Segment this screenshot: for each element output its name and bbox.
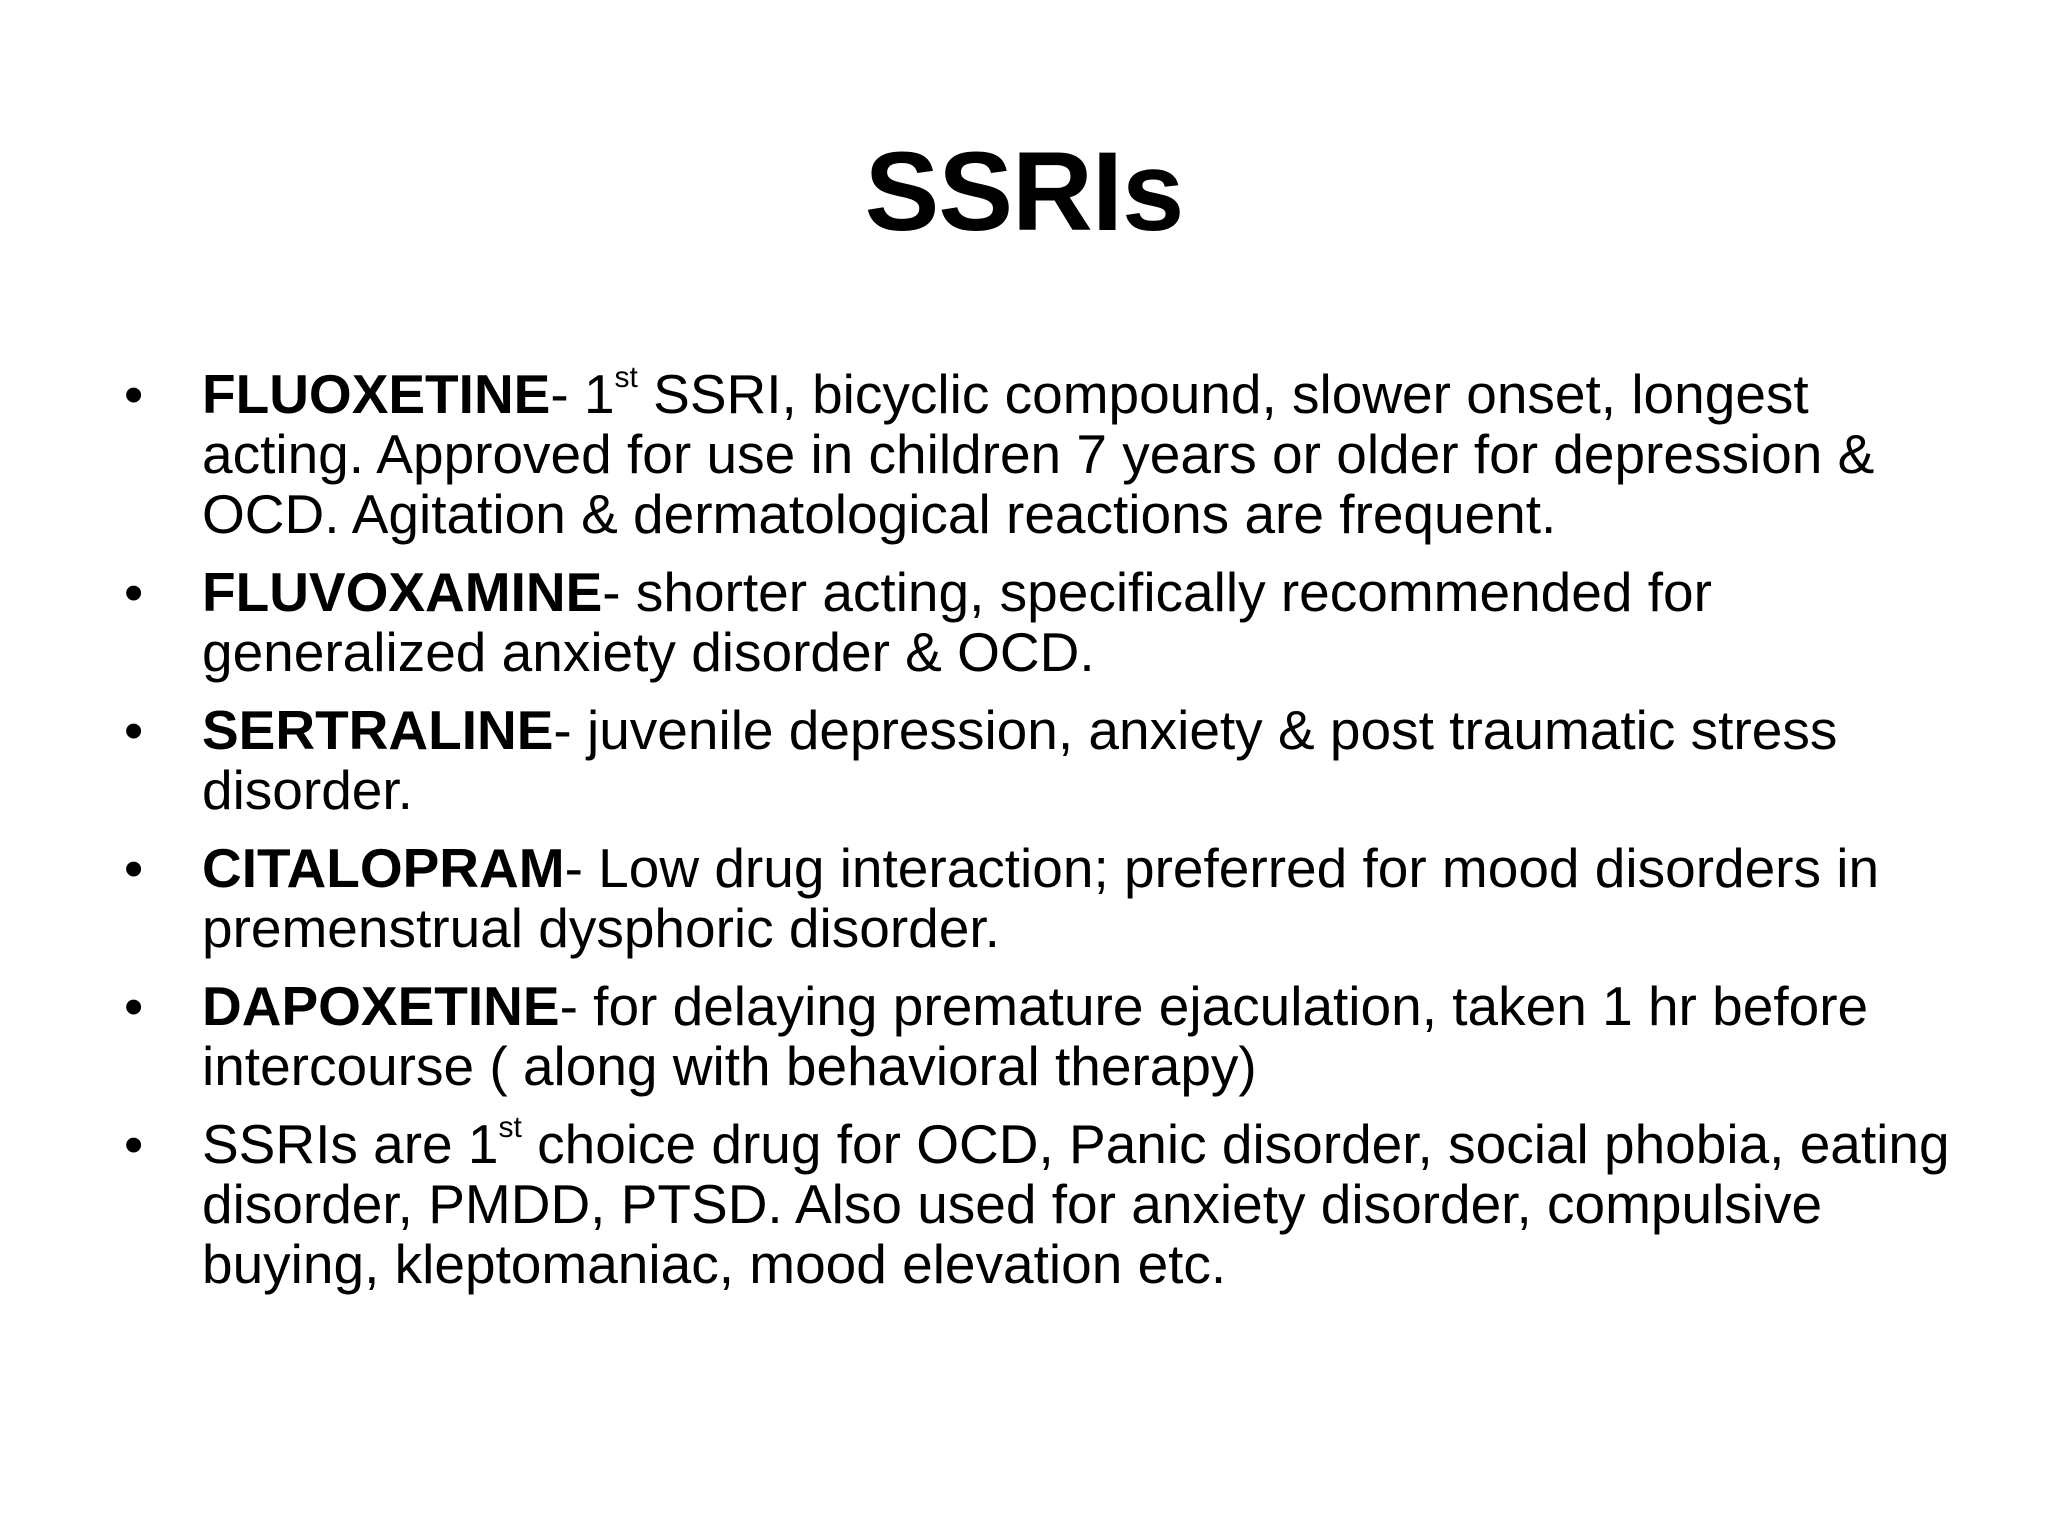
bullet-citalopram	[124, 838, 1964, 958]
bullet-prefix: SSRIs are 1	[202, 1113, 499, 1175]
drug-name: FLUOXETINE	[202, 363, 551, 425]
bullet-prefix: - 1	[550, 363, 615, 425]
drug-name: DAPOXETINE	[202, 975, 560, 1037]
bullet-dot-icon: •	[124, 975, 144, 1037]
bullet-fluoxetine	[124, 361, 1964, 545]
bullet-ssri-uses	[124, 1111, 1964, 1295]
bullet-text: SSRI, bicyclic compound, slower onset, longest acting. Approved for use in children 7 years or older for depression & OCD. Agitation & dermatological reactions are frequent.	[202, 363, 1875, 545]
bullet-text: - Low drug interaction; preferred for mood disorders in premenstrual dysphoric disorder.	[202, 837, 1880, 959]
bullet-dot-icon: •	[124, 561, 144, 623]
drug-name: SERTRALINE	[202, 699, 554, 761]
drug-name: CITALOPRAM	[202, 837, 565, 899]
ordinal-suffix: st	[614, 361, 638, 394]
bullet-text: choice drug for OCD, Panic disorder, social phobia, eating disorder, PMDD, PTSD. Also used for anxiety disorder, compulsive buying, kleptomaniac, mood elevation etc.	[202, 1113, 1950, 1295]
slide-title: SSRIs	[864, 129, 1184, 254]
bullet-sertraline	[124, 700, 1964, 820]
bullet-dot-icon: •	[124, 699, 144, 761]
bullet-dot-icon: •	[124, 837, 144, 899]
ordinal-suffix: st	[498, 1111, 522, 1144]
bullet-text: - juvenile depression, anxiety & post traumatic stress disorder.	[202, 699, 1838, 821]
bullet-list	[124, 361, 1964, 1312]
bullet-dot-icon: •	[124, 363, 144, 425]
bullet-text: - shorter acting, specifically recommended for generalized anxiety disorder & OCD.	[202, 561, 1712, 683]
bullet-text: - for delaying premature ejaculation, taken 1 hr before intercourse ( along with behavioral therapy)	[202, 975, 1869, 1097]
bullet-fluvoxamine	[124, 562, 1964, 682]
drug-name: FLUVOXAMINE	[202, 561, 603, 623]
bullet-dapoxetine	[124, 976, 1964, 1096]
bullet-dot-icon: •	[124, 1113, 144, 1175]
